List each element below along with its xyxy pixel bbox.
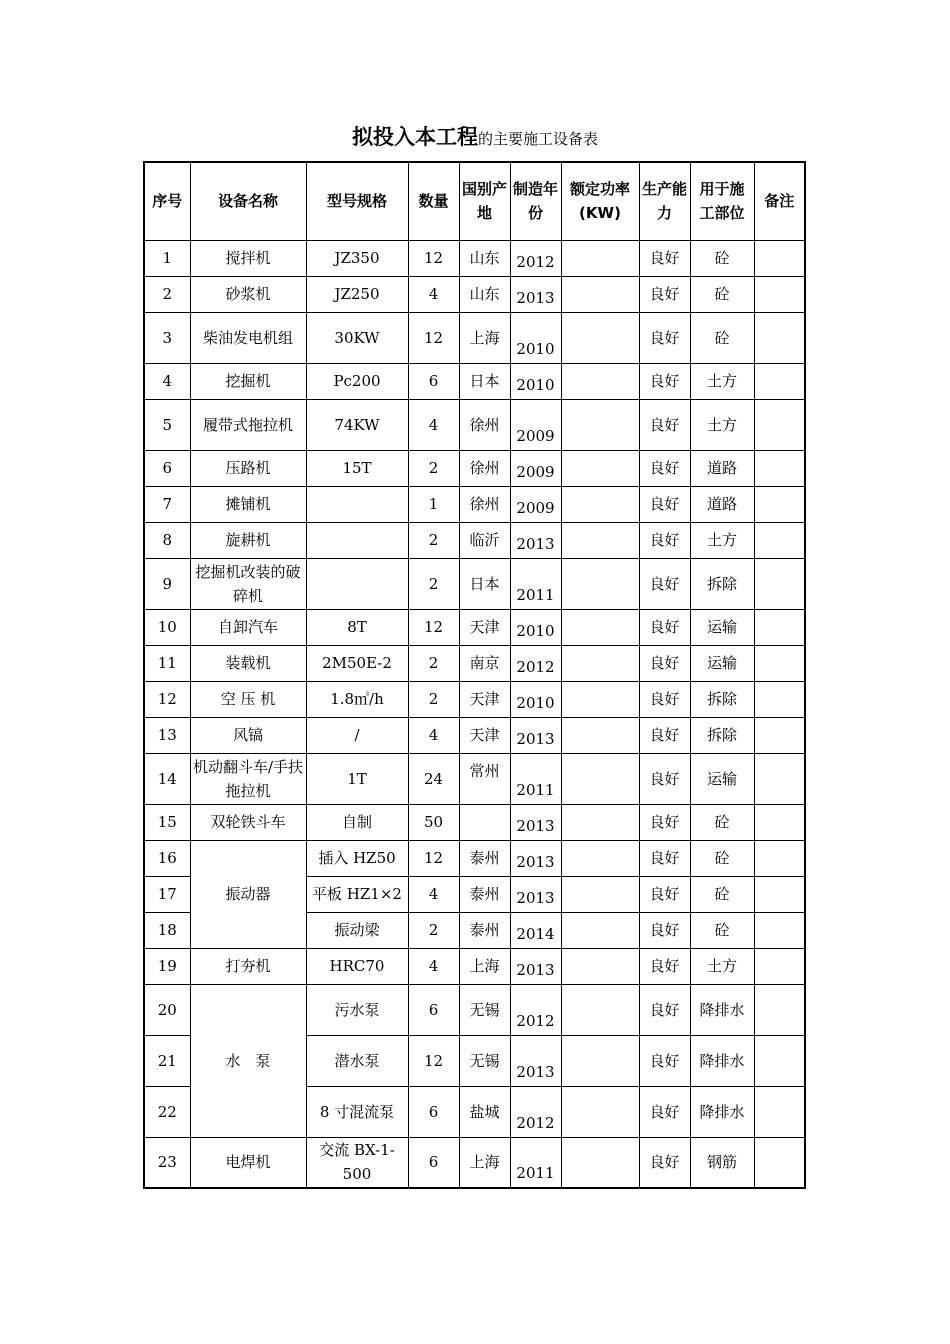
col-header-year: 制造年份	[510, 162, 561, 240]
cell-use: 拆除	[690, 681, 754, 717]
cell-model: Pc200	[306, 363, 408, 399]
cell-model: /	[306, 717, 408, 753]
cell-capacity: 良好	[639, 948, 690, 984]
cell-qty: 4	[408, 948, 459, 984]
cell-use: 拆除	[690, 558, 754, 609]
cell-model	[306, 522, 408, 558]
cell-qty: 2	[408, 912, 459, 948]
title-bold: 拟投入本工程	[351, 125, 478, 149]
cell-note	[754, 450, 805, 486]
cell-name: 压路机	[190, 450, 306, 486]
cell-origin: 泰州	[459, 840, 510, 876]
cell-origin: 上海	[459, 312, 510, 363]
cell-capacity: 良好	[639, 450, 690, 486]
cell-name: 双轮铁斗车	[190, 804, 306, 840]
cell-model: 15T	[306, 450, 408, 486]
cell-capacity: 良好	[639, 717, 690, 753]
cell-year: 2011	[510, 753, 561, 804]
cell-capacity: 良好	[639, 363, 690, 399]
cell-name: 打夯机	[190, 948, 306, 984]
cell-note	[754, 876, 805, 912]
cell-use: 砼	[690, 312, 754, 363]
cell-note	[754, 717, 805, 753]
cell-note	[754, 681, 805, 717]
table-row	[144, 948, 805, 984]
cell-qty: 12	[408, 312, 459, 363]
cell-capacity: 良好	[639, 753, 690, 804]
cell-year: 2013	[510, 717, 561, 753]
cell-name-pump-group: 水 泵	[190, 984, 306, 1137]
cell-origin: 上海	[459, 1137, 510, 1188]
table-row	[144, 804, 805, 840]
cell-origin: 徐州	[459, 450, 510, 486]
cell-no: 8	[144, 522, 190, 558]
table-row	[144, 486, 805, 522]
cell-model: JZ350	[306, 240, 408, 276]
cell-no: 7	[144, 486, 190, 522]
cell-note	[754, 486, 805, 522]
cell-name: 砂浆机	[190, 276, 306, 312]
cell-qty: 6	[408, 984, 459, 1035]
cell-origin: 日本	[459, 363, 510, 399]
cell-use: 土方	[690, 363, 754, 399]
cell-no: 21	[144, 1035, 190, 1086]
table-row	[144, 363, 805, 399]
cell-power	[561, 840, 639, 876]
equipment-table	[143, 161, 806, 1189]
cell-capacity: 良好	[639, 399, 690, 450]
cell-use: 道路	[690, 486, 754, 522]
cell-use: 运输	[690, 753, 754, 804]
cell-use: 运输	[690, 645, 754, 681]
cell-use: 土方	[690, 948, 754, 984]
cell-power	[561, 681, 639, 717]
table-row	[144, 609, 805, 645]
cell-no: 14	[144, 753, 190, 804]
cell-model: HRC70	[306, 948, 408, 984]
cell-year: 2011	[510, 558, 561, 609]
cell-year: 2013	[510, 840, 561, 876]
cell-no: 9	[144, 558, 190, 609]
table-row	[144, 984, 805, 1035]
cell-note	[754, 363, 805, 399]
cell-model: 74KW	[306, 399, 408, 450]
cell-origin: 徐州	[459, 399, 510, 450]
cell-use: 土方	[690, 399, 754, 450]
cell-power	[561, 240, 639, 276]
cell-model	[306, 558, 408, 609]
cell-qty: 1	[408, 486, 459, 522]
cell-origin: 天津	[459, 681, 510, 717]
cell-origin	[459, 804, 510, 840]
cell-model: 平板 HZ1×2	[306, 876, 408, 912]
cell-no: 22	[144, 1086, 190, 1137]
cell-origin: 上海	[459, 948, 510, 984]
cell-note	[754, 276, 805, 312]
cell-name: 柴油发电机组	[190, 312, 306, 363]
cell-no: 19	[144, 948, 190, 984]
cell-model: 8 寸混流泵	[306, 1086, 408, 1137]
cell-qty: 2	[408, 681, 459, 717]
cell-use: 拆除	[690, 717, 754, 753]
col-header-qty: 数量	[408, 162, 459, 240]
col-header-no: 序号	[144, 162, 190, 240]
cell-power	[561, 450, 639, 486]
cell-model: 1T	[306, 753, 408, 804]
cell-origin: 泰州	[459, 912, 510, 948]
cell-year: 2013	[510, 276, 561, 312]
col-header-note: 备注	[754, 162, 805, 240]
cell-model: 振动梁	[306, 912, 408, 948]
cell-use: 降排水	[690, 1035, 754, 1086]
col-header-use: 用于施工部位	[690, 162, 754, 240]
cell-use: 砼	[690, 912, 754, 948]
cell-year: 2013	[510, 804, 561, 840]
cell-power	[561, 948, 639, 984]
cell-power	[561, 363, 639, 399]
cell-name: 挖掘机改装的破碎机	[190, 558, 306, 609]
table-row	[144, 522, 805, 558]
cell-name: 装载机	[190, 645, 306, 681]
cell-year: 2011	[510, 1137, 561, 1188]
cell-model: 8T	[306, 609, 408, 645]
cell-no: 20	[144, 984, 190, 1035]
cell-name: 挖掘机	[190, 363, 306, 399]
cell-origin: 临沂	[459, 522, 510, 558]
cell-note	[754, 522, 805, 558]
cell-qty: 2	[408, 450, 459, 486]
table-row	[144, 450, 805, 486]
cell-name: 空 压 机	[190, 681, 306, 717]
cell-power	[561, 753, 639, 804]
cell-note	[754, 240, 805, 276]
table-row	[144, 840, 805, 876]
cell-capacity: 良好	[639, 912, 690, 948]
table-row	[144, 312, 805, 363]
cell-use: 降排水	[690, 1086, 754, 1137]
cell-model: 潜水泵	[306, 1035, 408, 1086]
cell-note	[754, 609, 805, 645]
cell-year: 2012	[510, 645, 561, 681]
cell-name: 旋耕机	[190, 522, 306, 558]
table-row	[144, 558, 805, 609]
cell-year: 2009	[510, 399, 561, 450]
cell-capacity: 良好	[639, 984, 690, 1035]
cell-qty: 6	[408, 363, 459, 399]
cell-year: 2014	[510, 912, 561, 948]
cell-power	[561, 876, 639, 912]
cell-origin: 日本	[459, 558, 510, 609]
cell-qty: 12	[408, 609, 459, 645]
cell-power	[561, 558, 639, 609]
cell-model: 自制	[306, 804, 408, 840]
cell-origin: 常州	[459, 753, 510, 804]
cell-power	[561, 609, 639, 645]
cell-use: 钢筋	[690, 1137, 754, 1188]
cell-name: 风镐	[190, 717, 306, 753]
cell-origin: 泰州	[459, 876, 510, 912]
cell-qty: 12	[408, 1035, 459, 1086]
cell-use: 砼	[690, 240, 754, 276]
cell-model: 30KW	[306, 312, 408, 363]
col-header-name: 设备名称	[190, 162, 306, 240]
cell-name: 搅拌机	[190, 240, 306, 276]
cell-qty: 6	[408, 1086, 459, 1137]
cell-capacity: 良好	[639, 876, 690, 912]
cell-use: 运输	[690, 609, 754, 645]
cell-qty: 2	[408, 522, 459, 558]
table-row	[144, 717, 805, 753]
col-header-power: 额定功率(KW)	[561, 162, 639, 240]
cell-power	[561, 912, 639, 948]
cell-capacity: 良好	[639, 681, 690, 717]
cell-capacity: 良好	[639, 276, 690, 312]
cell-no: 15	[144, 804, 190, 840]
cell-no: 5	[144, 399, 190, 450]
cell-no: 18	[144, 912, 190, 948]
cell-no: 2	[144, 276, 190, 312]
cell-no: 17	[144, 876, 190, 912]
cell-note	[754, 399, 805, 450]
cell-qty: 4	[408, 717, 459, 753]
cell-year: 2013	[510, 1035, 561, 1086]
cell-origin: 天津	[459, 717, 510, 753]
table-row	[144, 399, 805, 450]
cell-year: 2012	[510, 984, 561, 1035]
cell-use: 降排水	[690, 984, 754, 1035]
cell-model: 污水泵	[306, 984, 408, 1035]
cell-power	[561, 1035, 639, 1086]
cell-year: 2013	[510, 948, 561, 984]
cell-capacity: 良好	[639, 1137, 690, 1188]
table-row	[144, 240, 805, 276]
cell-no: 16	[144, 840, 190, 876]
cell-origin: 山东	[459, 240, 510, 276]
cell-year: 2013	[510, 522, 561, 558]
cell-no: 23	[144, 1137, 190, 1188]
cell-note	[754, 1086, 805, 1137]
cell-capacity: 良好	[639, 804, 690, 840]
table-row	[144, 753, 805, 804]
cell-qty: 50	[408, 804, 459, 840]
cell-name: 摊铺机	[190, 486, 306, 522]
table-row	[144, 1137, 805, 1188]
cell-no: 1	[144, 240, 190, 276]
cell-no: 3	[144, 312, 190, 363]
cell-name-vibrator-group: 振动器	[190, 840, 306, 948]
cell-origin: 徐州	[459, 486, 510, 522]
cell-model: 插入 HZ50	[306, 840, 408, 876]
cell-note	[754, 1035, 805, 1086]
cell-note	[754, 645, 805, 681]
cell-note	[754, 558, 805, 609]
cell-year: 2009	[510, 486, 561, 522]
cell-no: 12	[144, 681, 190, 717]
cell-use: 道路	[690, 450, 754, 486]
cell-capacity: 良好	[639, 486, 690, 522]
cell-capacity: 良好	[639, 1035, 690, 1086]
cell-year: 2012	[510, 240, 561, 276]
table-row	[144, 681, 805, 717]
cell-qty: 12	[408, 240, 459, 276]
cell-capacity: 良好	[639, 240, 690, 276]
cell-capacity: 良好	[639, 522, 690, 558]
cell-origin: 盐城	[459, 1086, 510, 1137]
cell-power	[561, 804, 639, 840]
cell-model: 交流 BX-1-500	[306, 1137, 408, 1188]
cell-qty: 2	[408, 558, 459, 609]
cell-qty: 4	[408, 276, 459, 312]
cell-capacity: 良好	[639, 645, 690, 681]
cell-qty: 12	[408, 840, 459, 876]
cell-model: JZ250	[306, 276, 408, 312]
col-header-model: 型号规格	[306, 162, 408, 240]
cell-power	[561, 984, 639, 1035]
table-header-row	[144, 162, 805, 240]
cell-power	[561, 1086, 639, 1137]
title-rest: 的主要施工设备表	[477, 130, 598, 148]
cell-capacity: 良好	[639, 840, 690, 876]
cell-power	[561, 312, 639, 363]
col-header-capacity: 生产能力	[639, 162, 690, 240]
cell-year: 2010	[510, 609, 561, 645]
cell-note	[754, 840, 805, 876]
cell-model	[306, 486, 408, 522]
table-row	[144, 645, 805, 681]
cell-note	[754, 312, 805, 363]
cell-power	[561, 399, 639, 450]
cell-capacity: 良好	[639, 312, 690, 363]
cell-use: 砼	[690, 876, 754, 912]
cell-power	[561, 717, 639, 753]
cell-name: 机动翻斗车/手扶拖拉机	[190, 753, 306, 804]
cell-power	[561, 1137, 639, 1188]
cell-origin: 无锡	[459, 1035, 510, 1086]
cell-use: 砼	[690, 276, 754, 312]
cell-power	[561, 522, 639, 558]
cell-capacity: 良好	[639, 1086, 690, 1137]
cell-name: 电焊机	[190, 1137, 306, 1188]
cell-model: 1.8㎥/h	[306, 681, 408, 717]
cell-year: 2012	[510, 1086, 561, 1137]
cell-capacity: 良好	[639, 609, 690, 645]
cell-power	[561, 645, 639, 681]
cell-note	[754, 804, 805, 840]
cell-power	[561, 276, 639, 312]
cell-no: 11	[144, 645, 190, 681]
cell-origin: 无锡	[459, 984, 510, 1035]
cell-qty: 6	[408, 1137, 459, 1188]
cell-name: 履带式拖拉机	[190, 399, 306, 450]
cell-model: 2M50E-2	[306, 645, 408, 681]
cell-qty: 4	[408, 876, 459, 912]
cell-note	[754, 1137, 805, 1188]
cell-year: 2010	[510, 363, 561, 399]
cell-no: 6	[144, 450, 190, 486]
cell-no: 10	[144, 609, 190, 645]
cell-origin: 南京	[459, 645, 510, 681]
table-row	[144, 276, 805, 312]
cell-no: 4	[144, 363, 190, 399]
cell-year: 2010	[510, 681, 561, 717]
col-header-origin: 国别产地	[459, 162, 510, 240]
cell-capacity: 良好	[639, 558, 690, 609]
cell-use: 土方	[690, 522, 754, 558]
cell-year: 2010	[510, 312, 561, 363]
cell-origin: 天津	[459, 609, 510, 645]
cell-note	[754, 912, 805, 948]
cell-use: 砼	[690, 840, 754, 876]
cell-power	[561, 486, 639, 522]
cell-no: 13	[144, 717, 190, 753]
cell-qty: 4	[408, 399, 459, 450]
cell-year: 2009	[510, 450, 561, 486]
cell-note	[754, 984, 805, 1035]
cell-note	[754, 753, 805, 804]
cell-qty: 24	[408, 753, 459, 804]
cell-note	[754, 948, 805, 984]
cell-qty: 2	[408, 645, 459, 681]
cell-year: 2013	[510, 876, 561, 912]
cell-use: 砼	[690, 804, 754, 840]
cell-name: 自卸汽车	[190, 609, 306, 645]
cell-origin: 山东	[459, 276, 510, 312]
page-title	[0, 121, 950, 151]
